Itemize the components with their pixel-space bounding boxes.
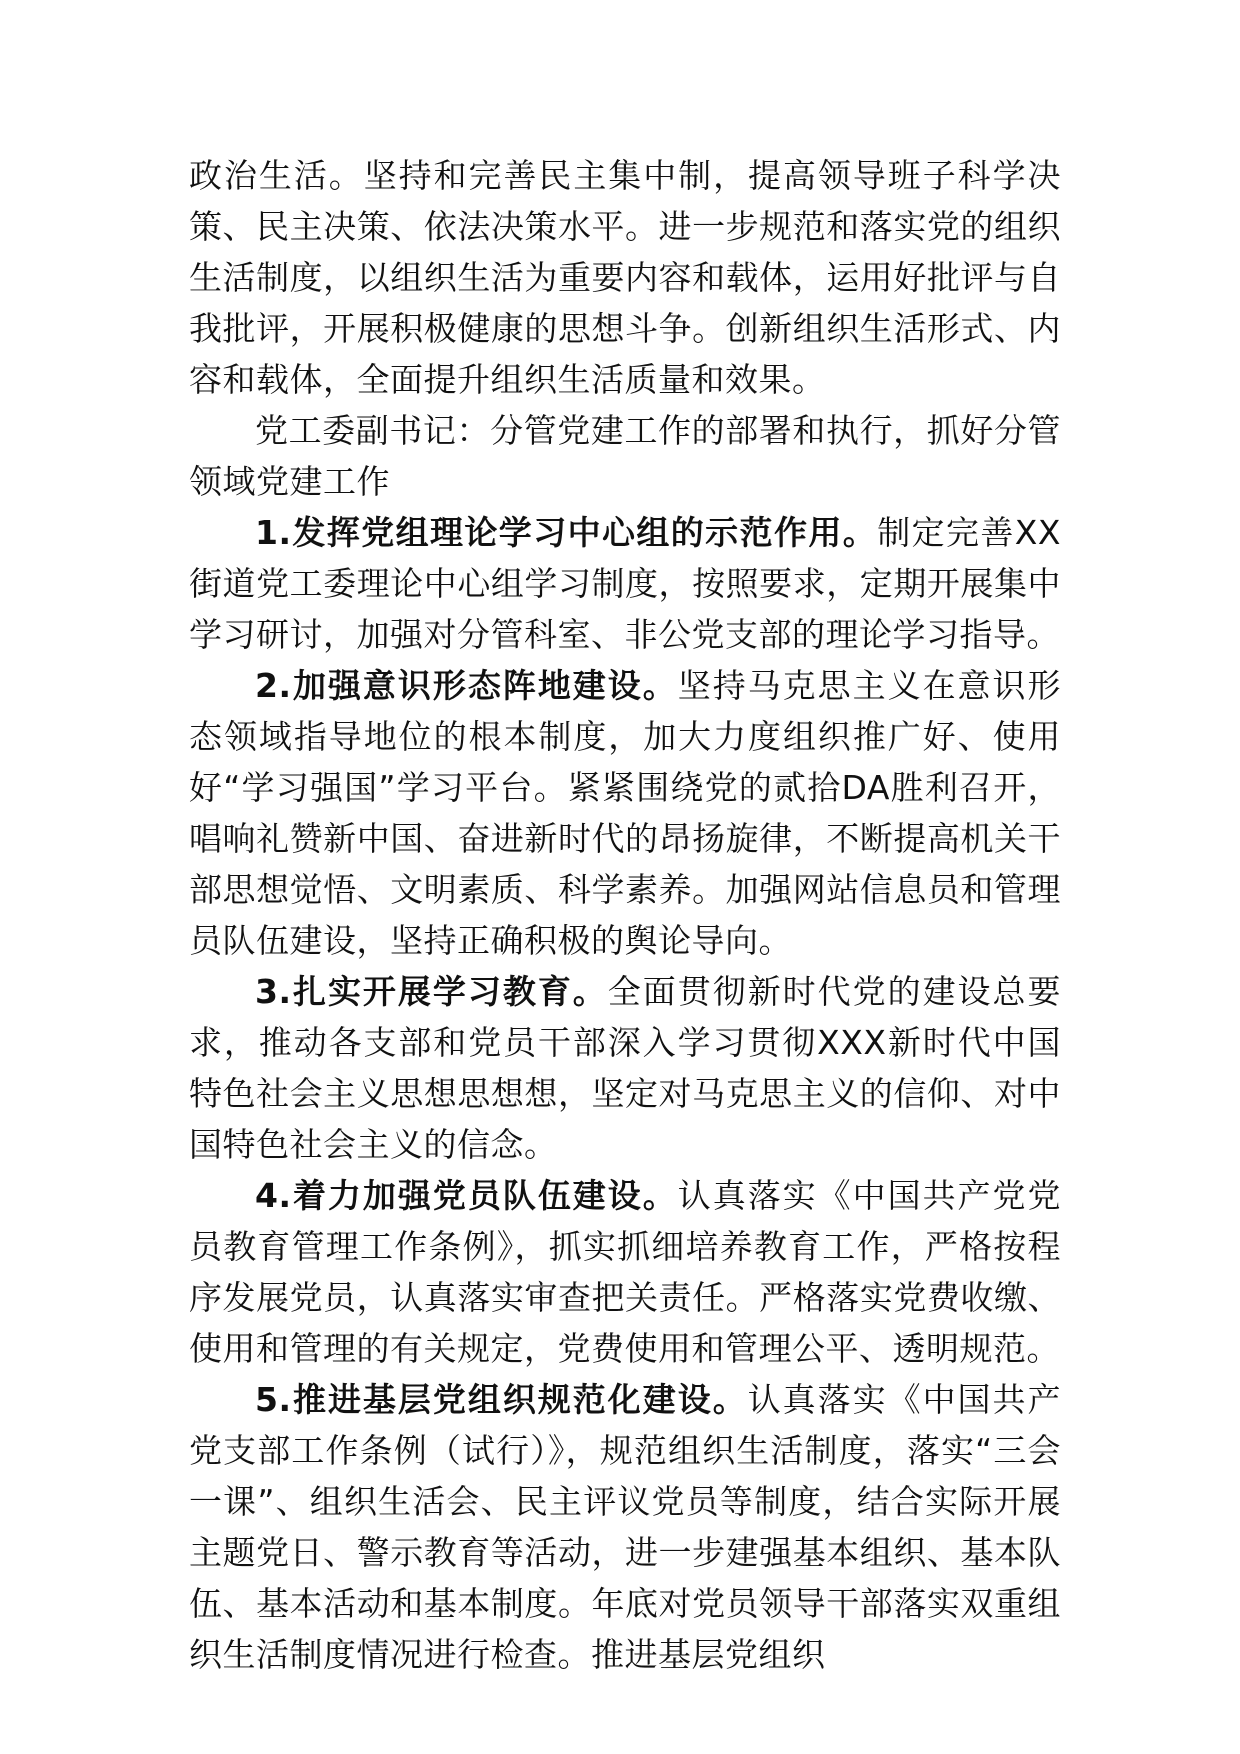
item-ideology-front: [189, 660, 1061, 966]
item-heading: 3.扎实开展学习教育。: [255, 972, 608, 1011]
item-body: 制定完善XX街道党工委理论中心组学习制度，按照要求，定期开展集中学习研讨，加强对分管科室、非公党支部的理论学习指导。: [189, 513, 1061, 654]
paragraph-organizational-life: 政治生活。坚持和完善民主集中制，提高领导班子科学决策、民主决策、依法决策水平。进一步规范和落实党的组织生活制度，以组织生活为重要内容和载体，运用好批评与自我批评，开展积极健康的思想斗争。创新组织生活形式、内容和载体，全面提升组织生活质量和效果。: [189, 156, 1061, 399]
item-theory-study-group: [189, 507, 1061, 660]
item-heading: 5.推进基层党组织规范化建设。: [255, 1380, 748, 1419]
item-party-member-team: [189, 1170, 1061, 1374]
paragraph-deputy-secretary-duties: 党工委副书记：分管党建工作的部署和执行，抓好分管领域党建工作: [189, 411, 1061, 501]
item-body: 全面贯彻新时代党的建设总要求，推动各支部和党员干部深入学习贯彻XXX新时代中国特色社会主义思想思想想，坚定对马克思主义的信仰、对中国特色社会主义的信念。: [189, 972, 1062, 1164]
item-body: 认真落实《中国共产党支部工作条例（试行）》，规范组织生活制度，落实“三会一课”、组织生活会、民主评议党员等制度，结合实际开展主题党日、警示教育等活动，进一步建强基本组织、基本队伍、基本活动和基本制度。年底对党员领导干部落实双重组织生活制度情况进行检查。推进基层党组织: [189, 1380, 1062, 1674]
item-study-education: [189, 966, 1061, 1170]
item-body: 认真落实《中国共产党党员教育管理工作条例》，抓实抓细培养教育工作，严格按程序发展党员，认真落实审查把关责任。严格落实党费收缴、使用和管理的有关规定，党费使用和管理公平、透明规范。: [189, 1176, 1062, 1368]
item-heading: 1.发挥党组理论学习中心组的示范作用。: [255, 513, 878, 552]
item-grassroots-organization: [189, 1374, 1061, 1680]
document-page: [189, 150, 1061, 1680]
item-heading: 4.着力加强党员队伍建设。: [255, 1176, 678, 1215]
item-heading: 2.加强意识形态阵地建设。: [255, 666, 678, 705]
item-body: 坚持马克思主义在意识形态领域指导地位的根本制度，加大力度组织推广好、使用好“学习强国”学习平台。紧紧围绕党的贰拾DA胜利召开，唱响礼赞新中国、奋进新时代的昂扬旋律，不断提高机关干部思想觉悟、文明素质、科学素养。加强网站信息员和管理员队伍建设，坚持正确积极的舆论导向。: [189, 666, 1062, 960]
